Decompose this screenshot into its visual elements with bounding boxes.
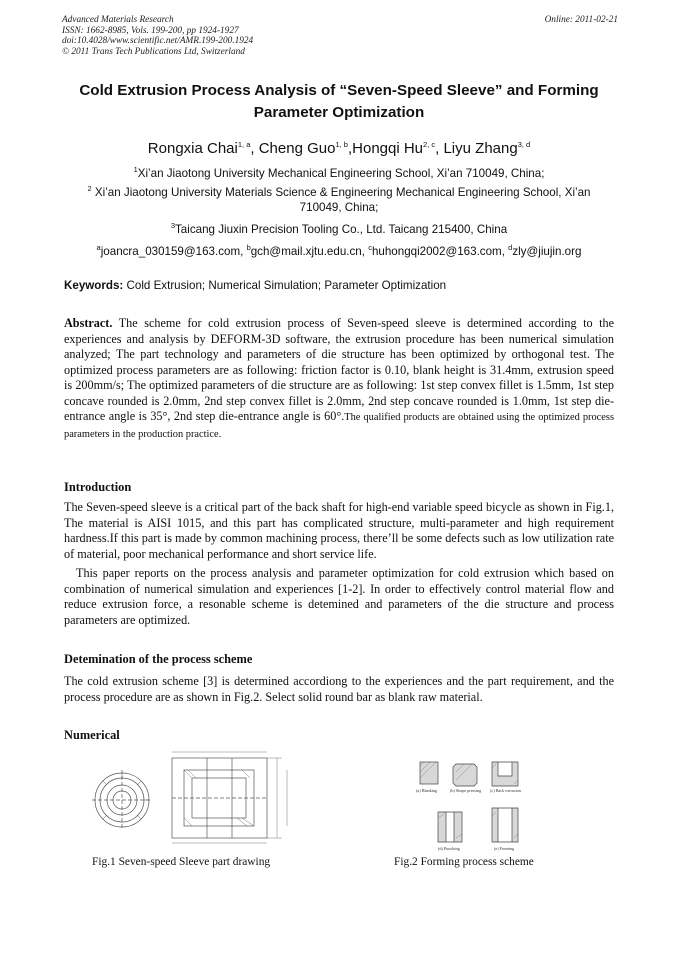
- copyright-line: © 2011 Trans Tech Publications Ltd, Switzerland: [62, 46, 245, 57]
- email: gch@mail.xjtu.edu.cn,: [250, 245, 369, 258]
- author-sup: 1, b: [335, 140, 348, 149]
- author-sup: 3, d: [517, 140, 531, 149]
- introduction-paragraph-1: The Seven-speed sleeve is a critical part of the back shaft for high-end variable speed bicycle as shown in Fig.1, The material is AISI 1015, and this part has complicated structure, multi-parameter and high requirement hardness.If this part is made by common machining process, there’ll be some defects such as low utilization rate of material, poor mechanical performance and short service life.: [64, 500, 614, 561]
- affiliation-2: [40, 185, 638, 215]
- affiliation-sup: 3: [170, 221, 176, 231]
- email-sup: d: [508, 243, 513, 253]
- figure-1-part-drawing: [92, 748, 302, 848]
- affiliation-sup: 2: [87, 184, 92, 194]
- author-sup: 2, c: [423, 140, 436, 149]
- section-heading-numerical: Numerical: [64, 728, 120, 742]
- author-sep: ,: [347, 140, 353, 157]
- paper-title: [55, 80, 623, 124]
- part-drawing-icon: [92, 748, 302, 848]
- abstract-tail: The qualified products are obtained using the optimized process parameters in the production practice.: [64, 412, 614, 440]
- author-sup: 1, a: [237, 140, 251, 149]
- email: zly@jiujin.org: [512, 245, 582, 258]
- introduction-paragraph-2: This paper reports on the process analysis and parameter optimization for cold extrusion which based on combination of numerical simulation and experiences [1-2]. In order to effectively control material flow and reduce extrusion force, a resonable scheme is detemined and parameters of the die structure and process parameters are optimized.: [64, 566, 614, 627]
- affiliation-text: Xi’an Jiaotong University Materials Science & Engineering Mechanical Engineering School, Xi’an: [94, 186, 591, 199]
- keywords: [64, 279, 624, 292]
- figure-1-caption: Fig.1 Seven-speed Sleeve part drawing: [92, 856, 271, 868]
- label-punching: (d) Punching: [438, 846, 460, 851]
- journal-name: Advanced Materials Research: [62, 15, 174, 25]
- email-sup: c: [368, 243, 372, 253]
- author-list: [40, 140, 638, 157]
- affiliation-sup: 1: [133, 165, 138, 175]
- author-name: Cheng Guo: [258, 140, 336, 157]
- affiliation-text-cont: 710049, China;: [299, 201, 379, 214]
- email-sup: a: [96, 243, 101, 253]
- detemination-paragraph: The cold extrusion scheme [3] is determined accordiong to the experiences and the part requirement, and the process procedure are as shown in Fig.2. Select solid round bar as blank raw material.: [64, 674, 614, 704]
- journal-header: [62, 15, 618, 57]
- figure-2-process-scheme: [414, 758, 538, 854]
- figure-2-caption: Fig.2 Forming process scheme: [394, 856, 534, 868]
- author-name: Liyu Zhang: [443, 140, 518, 157]
- label-shape-pressing: (b) Shape pressing: [450, 788, 482, 793]
- author-sep: ,: [250, 140, 259, 157]
- keywords-text: Cold Extrusion; Numerical Simulation; Parameter Optimization: [123, 279, 447, 292]
- affiliation-1: [40, 166, 638, 181]
- issn-line: ISSN: 1662-8985, Vols. 199-200, pp 1924-1927: [62, 25, 239, 36]
- email: joancra_030159@163.com,: [100, 245, 247, 258]
- author-name: Rongxia Chai: [147, 140, 238, 157]
- affiliation-3: [40, 222, 638, 237]
- email: huhongqi2002@163.com,: [371, 245, 509, 258]
- label-forming: (e) Forming: [494, 846, 515, 851]
- title-line-2: Parameter Optimization: [253, 104, 425, 121]
- online-date: Online: 2011-02-21: [544, 15, 618, 25]
- author-name: Hongqi Hu: [352, 140, 424, 157]
- keywords-label: Keywords:: [64, 279, 124, 292]
- process-scheme-icon: [414, 758, 538, 854]
- author-sep: ,: [435, 140, 444, 157]
- label-back-extrusion: (c) Back extrusion: [490, 788, 521, 793]
- email-sup: b: [246, 243, 251, 253]
- abstract-text: The scheme for cold extrusion process of Seven-speed sleeve is determined according to the experiences and analysis by DEFORM-3D software, the extrusion procedure has been numerical simulation analyzed; The part technology and parameters of die structure has been optimized by orthogonal test. The optimized process parameters are as following: friction factor is 0.10, blank height is 31.4mm, extrusion speed is 200mm/s; The optimized parameters of die structure are as following: 1st step convex fillet is 1.5mm, 1st step concave rounded is 2.0mm, 2nd step convex fillet is 2.0mm, 2nd step concave rounded is 1.0mm, 1st step die-entrance angle is 35°, 2nd step die-entrance angle is 60°.: [64, 316, 614, 423]
- section-heading-introduction: Introduction: [64, 480, 132, 494]
- abstract-label: Abstract.: [64, 316, 113, 330]
- affiliation-text: Xi’an Jiaotong University Mechanical Engineering School, Xi’an 710049, China;: [137, 167, 545, 180]
- affiliation-text: Taicang Jiuxin Precision Tooling Co., Ltd. Taicang 215400, China: [175, 223, 508, 236]
- abstract: [64, 316, 614, 442]
- title-line-1: Cold Extrusion Process Analysis of “Seven-Speed Sleeve” and Forming: [79, 82, 599, 99]
- email-line: [40, 244, 638, 259]
- label-blanking: (a) Blanking: [416, 788, 438, 793]
- doi-line: doi:10.4028/www.scientific.net/AMR.199-200.1924: [62, 36, 254, 47]
- section-heading-detemination: Detemination of the process scheme: [64, 652, 253, 666]
